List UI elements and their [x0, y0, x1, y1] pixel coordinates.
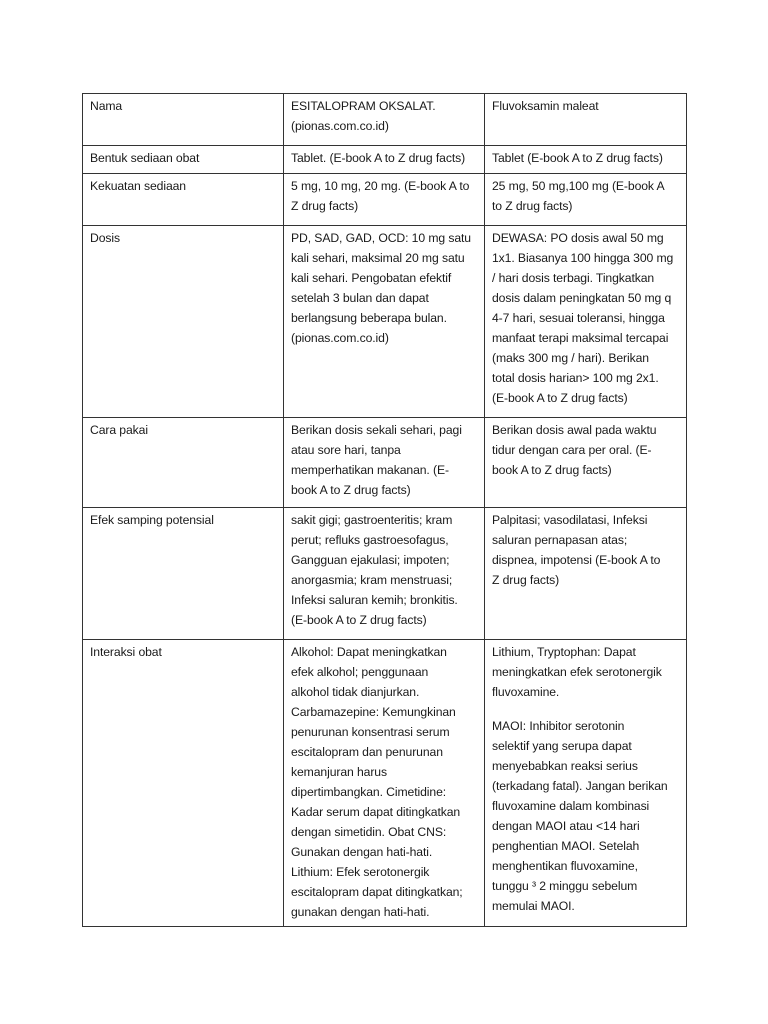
fluvoxamine-cell	[485, 640, 687, 927]
table-row-dosis	[83, 226, 687, 418]
fluvoxamine-cell: DEWASA: PO dosis awal 50 mg 1x1. Biasanya 100 hingga 300 mg / hari dosis terbagi. Tingkatkan dosis dalam peningkatan 50 mg q 4-7 hari, sesuai toleransi, hingga manfaat terapi maksimal tercapai (maks 300 mg / hari). Berikan total dosis harian> 100 mg 2x1. (E-book A to Z drug facts)	[485, 226, 687, 418]
table-row-interaksi-obat	[83, 640, 687, 927]
interaction-paragraph-lithium: Lithium, Tryptophan: Dapat meningkatkan efek serotonergik fluvoxamine.	[492, 645, 662, 699]
escitalopram-cell: ESITALOPRAM OKSALAT. (pionas.com.co.id)	[284, 94, 485, 146]
row-label: Nama	[83, 94, 284, 146]
table-row-nama	[83, 94, 687, 146]
row-label: Kekuatan sediaan	[83, 174, 284, 226]
escitalopram-cell: Berikan dosis sekali sehari, pagi atau sore hari, tanpa memperhatikan makanan. (E- book A to Z drug facts)	[284, 418, 485, 508]
table-row-cara-pakai	[83, 418, 687, 508]
table-row-bentuk-sediaan	[83, 146, 687, 174]
table-row-efek-samping	[83, 508, 687, 640]
fluvoxamine-cell: Palpitasi; vasodilatasi, Infeksi saluran pernapasan atas; dispnea, impotensi (E-book A to Z drug facts)	[485, 508, 687, 640]
escitalopram-cell: PD, SAD, GAD, OCD: 10 mg satu kali sehari, maksimal 20 mg satu kali sehari. Pengobatan efektif setelah 3 bulan dan dapat berlangsung beberapa bulan. (pionas.com.co.id)	[284, 226, 485, 418]
escitalopram-cell: Tablet. (E-book A to Z drug facts)	[284, 146, 485, 174]
row-label: Efek samping potensial	[83, 508, 284, 640]
fluvoxamine-cell: Fluvoksamin maleat	[485, 94, 687, 146]
row-label: Dosis	[83, 226, 284, 418]
row-label: Bentuk sediaan obat	[83, 146, 284, 174]
escitalopram-cell: sakit gigi; gastroenteritis; kram perut; refluks gastroesofagus, Gangguan ejakulasi; impoten; anorgasmia; kram menstruasi; Infeksi saluran kemih; bronkitis. (E-book A to Z drug facts)	[284, 508, 485, 640]
fluvoxamine-cell: Tablet (E-book A to Z drug facts)	[485, 146, 687, 174]
interaction-paragraph-maoi: MAOI: Inhibitor serotonin selektif yang serupa dapat menyebabkan reaksi serius (terkadang fatal). Jangan berikan fluvoxamine dalam kombinasi dengan MAOI atau <14 hari penghentian MAOI. Setelah menghentikan fluvoxamine, tunggu ³ 2 minggu sebelum memulai MAOI.	[492, 719, 668, 913]
escitalopram-cell: Alkohol: Dapat meningkatkan efek alkohol; penggunaan alkohol tidak dianjurkan. Carbamazepine: Kemungkinan penurunan konsentrasi serum escitalopram dan penurunan kemanjuran harus dipertimbangkan. Cimetidine: Kadar serum dapat ditingkatkan dengan simetidin. Obat CNS: Gunakan dengan hati-hati. Lithium: Efek serotonergik escitalopram dapat ditingkatkan; gunakan dengan hati-hati.	[284, 640, 485, 927]
row-label: Cara pakai	[83, 418, 284, 508]
row-label: Interaksi obat	[83, 640, 284, 927]
fluvoxamine-cell: Berikan dosis awal pada waktu tidur dengan cara per oral. (E- book A to Z drug facts)	[485, 418, 687, 508]
table-row-kekuatan-sediaan	[83, 174, 687, 226]
fluvoxamine-cell: 25 mg, 50 mg,100 mg (E-book A to Z drug facts)	[485, 174, 687, 226]
escitalopram-cell: 5 mg, 10 mg, 20 mg. (E-book A to Z drug facts)	[284, 174, 485, 226]
drug-comparison-table	[82, 93, 687, 927]
